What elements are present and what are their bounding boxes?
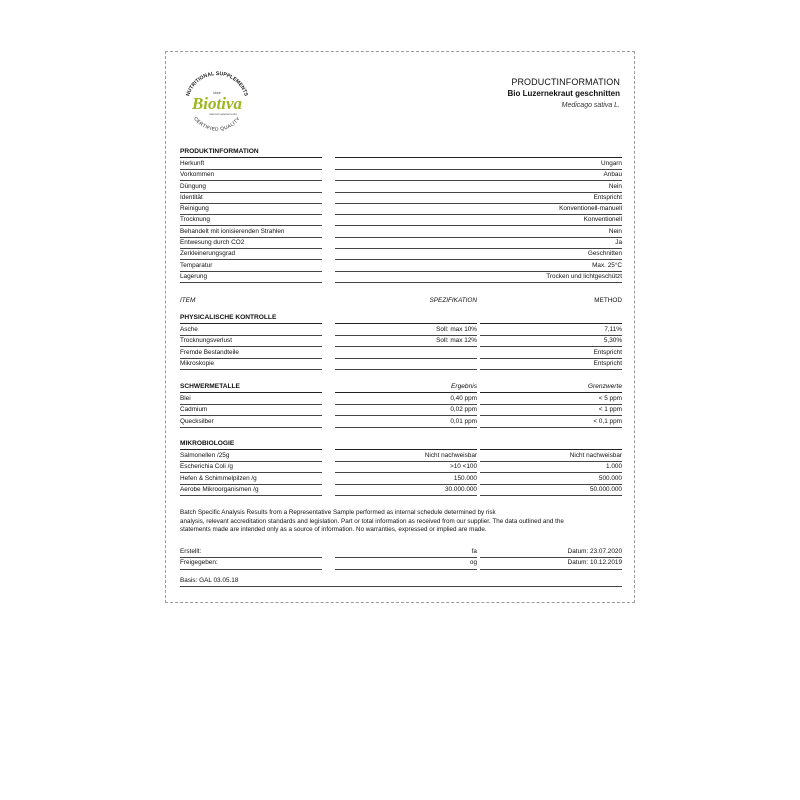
column-limit-header: Grenzwerte bbox=[587, 383, 622, 390]
divider bbox=[480, 427, 622, 428]
row-label: Trocknungsverlust bbox=[180, 337, 232, 345]
row-label: Escherichia Coli /g bbox=[180, 463, 233, 471]
row-result: >10 <100 bbox=[449, 463, 477, 471]
row-label: Behandelt mit ionisierenden Strahlen bbox=[180, 227, 285, 235]
heavy-metals-section bbox=[180, 381, 622, 426]
heavy-metals-rows bbox=[180, 393, 622, 427]
row-label: Mikroskopie bbox=[180, 359, 215, 367]
divider bbox=[180, 427, 322, 428]
divider bbox=[335, 369, 477, 370]
divider bbox=[480, 495, 622, 496]
latin-name: Medicago sativa L. bbox=[561, 102, 620, 109]
row-label: Salmonellen /25g bbox=[180, 452, 230, 459]
row-result: Entspricht bbox=[593, 359, 622, 367]
row-result: 7,11% bbox=[604, 326, 622, 333]
section-title: MIKROBIOLOGIE bbox=[180, 440, 235, 447]
created-by: fa bbox=[471, 548, 477, 555]
row-value: Ja bbox=[615, 239, 622, 247]
physical-rows bbox=[180, 324, 622, 369]
approved-row bbox=[180, 557, 622, 569]
row-label: Quecksilber bbox=[180, 417, 214, 425]
signature-block bbox=[180, 546, 622, 587]
row-value: Max. 25°C bbox=[592, 261, 622, 269]
table-row bbox=[180, 271, 622, 282]
divider bbox=[480, 369, 622, 370]
section-title: SCHWERMETALLE Ergebnis Grenzwerte bbox=[180, 383, 622, 390]
row-result: 0,40 ppm bbox=[450, 395, 477, 402]
row-result: 150.000 bbox=[453, 474, 477, 482]
row-limit: 1.000 bbox=[606, 463, 622, 471]
table-row bbox=[180, 203, 622, 214]
table-row bbox=[180, 192, 622, 203]
section-title: PHYSICALISCHE KONTROLLE bbox=[180, 314, 277, 321]
row-limit: 500.000 bbox=[598, 474, 622, 482]
approved-by: og bbox=[469, 559, 477, 567]
row-result: Nicht nachweisbar bbox=[424, 452, 477, 459]
row-label: Reinigung bbox=[180, 205, 209, 213]
row-label: Identität bbox=[180, 193, 203, 201]
table-row bbox=[180, 181, 622, 192]
table-row bbox=[180, 347, 622, 358]
row-value: Nein bbox=[608, 227, 622, 235]
row-result: 30.000.000 bbox=[445, 485, 477, 493]
logo-arc-top: NUTRITIONAL SUPPLEMENTS bbox=[185, 70, 249, 98]
row-value: Nein bbox=[608, 182, 622, 190]
row-value: Ungarn bbox=[601, 160, 622, 167]
approved-label: Freigegeben: bbox=[180, 559, 218, 567]
row-limit: < 1 ppm bbox=[598, 406, 622, 414]
row-result: 0,01 ppm bbox=[450, 417, 477, 425]
table-row bbox=[180, 248, 622, 259]
row-limit: 50.000.000 bbox=[590, 485, 622, 493]
row-label: Blei bbox=[180, 395, 191, 402]
section-title: PRODUKTINFORMATION bbox=[180, 148, 259, 155]
microbiology-rows bbox=[180, 450, 622, 495]
logo-tagline: natural supplements bbox=[209, 112, 237, 116]
column-item-header: ITEM bbox=[180, 297, 196, 304]
row-result: 0,02 ppm bbox=[450, 406, 477, 414]
logo-since: since bbox=[213, 91, 221, 95]
table-row bbox=[180, 335, 622, 346]
row-label: Cadmium bbox=[180, 406, 208, 414]
divider bbox=[180, 369, 322, 370]
row-result: 5,30% bbox=[603, 337, 622, 345]
table-row bbox=[180, 473, 622, 484]
svg-text:CERTIFIED QUALITY bbox=[192, 116, 242, 133]
disclaimer bbox=[180, 509, 622, 535]
table-row bbox=[180, 484, 622, 495]
row-label: Trocknung bbox=[180, 216, 210, 224]
physical-control-section bbox=[180, 312, 622, 368]
table-row bbox=[180, 324, 622, 335]
row-value: Konventionell-manuell bbox=[559, 205, 622, 213]
table-row bbox=[180, 416, 622, 427]
created-date: Datum: 23.07.2020 bbox=[567, 548, 622, 555]
divider bbox=[180, 569, 322, 570]
row-label: Herkunft bbox=[180, 160, 205, 167]
table-row bbox=[180, 358, 622, 369]
logo-arc-bottom: CERTIFIED QUALITY bbox=[192, 116, 242, 133]
document-page bbox=[165, 51, 635, 603]
table-row bbox=[180, 450, 622, 461]
approved-date: Datum: 10.12.2019 bbox=[567, 559, 622, 567]
logo-brand: Biotiva bbox=[191, 94, 243, 113]
row-value: Trocken und lichtgeschützt bbox=[546, 272, 622, 280]
column-result-header: Ergebnis bbox=[450, 383, 477, 390]
divider bbox=[180, 282, 322, 283]
biotiva-logo bbox=[179, 64, 255, 140]
created-label: Erstellt: bbox=[180, 548, 202, 555]
row-label: Temparatur bbox=[180, 261, 213, 269]
column-header-row bbox=[180, 295, 622, 306]
row-label: Asche bbox=[180, 326, 198, 333]
divider bbox=[335, 282, 622, 283]
column-method-header: METHOD bbox=[594, 297, 622, 304]
divider bbox=[335, 569, 477, 570]
microbiology-section bbox=[180, 438, 622, 494]
row-value: Anbau bbox=[603, 171, 622, 179]
row-spec: Soll: max 12% bbox=[436, 337, 477, 345]
divider bbox=[335, 495, 477, 496]
row-limit: Nicht nachweisbar bbox=[569, 452, 622, 459]
disclaimer-line: statements made are intended only as a source of information. No warranties, expressed or implied are made. bbox=[180, 526, 487, 534]
disclaimer-line: Batch Specific Analysis Results from a Representative Sample performed as internal schedule determined by risk bbox=[180, 509, 496, 516]
row-value: Entspricht bbox=[593, 193, 622, 201]
produktinformation-rows bbox=[180, 158, 622, 282]
column-spec-header: SPEZIFIKATION bbox=[429, 297, 477, 304]
table-row bbox=[180, 169, 622, 180]
divider bbox=[180, 495, 322, 496]
divider bbox=[335, 427, 477, 428]
row-label: Fremde Bestandteile bbox=[180, 348, 239, 356]
disclaimer-line: analysis, relevant accreditation standards and legislation. Part or total information as received from our supplier. The data outlined and the bbox=[180, 517, 564, 525]
row-value: Geschnitten bbox=[587, 250, 622, 258]
row-value: Konventionell bbox=[583, 216, 622, 224]
table-row bbox=[180, 158, 622, 169]
row-limit: < 5 ppm bbox=[598, 395, 622, 402]
basis-text: Basis: GAL 03.05.18 bbox=[180, 577, 239, 585]
row-label: Hefen & Schimmelpilzen /g bbox=[180, 474, 257, 482]
doc-type-title: PRODUCTINFORMATION bbox=[511, 77, 620, 87]
row-label: Zerkleinerungsgrad bbox=[180, 250, 236, 258]
divider bbox=[180, 586, 622, 587]
row-label: Aerobe Mikroorganismen /g bbox=[180, 485, 259, 493]
table-row bbox=[180, 237, 622, 248]
row-label: Lagerung bbox=[180, 272, 208, 280]
table-row bbox=[180, 226, 622, 237]
table-row bbox=[180, 404, 622, 415]
row-label: Düngung bbox=[180, 182, 206, 190]
produktinformation-section bbox=[180, 146, 622, 281]
table-row bbox=[180, 214, 622, 225]
created-row bbox=[180, 546, 622, 557]
row-label: Entwesung durch CO2 bbox=[180, 239, 245, 247]
row-label: Vorkommen bbox=[180, 171, 215, 179]
product-name: Bio Luzernekraut geschnitten bbox=[507, 89, 620, 98]
table-row bbox=[180, 260, 622, 271]
table-row bbox=[180, 393, 622, 404]
row-limit: < 0,1 ppm bbox=[593, 417, 622, 425]
table-row bbox=[180, 461, 622, 472]
basis-row bbox=[180, 575, 622, 586]
divider bbox=[480, 569, 622, 570]
row-spec: Soll: max 10% bbox=[436, 326, 477, 333]
row-result: Entspricht bbox=[593, 348, 622, 356]
